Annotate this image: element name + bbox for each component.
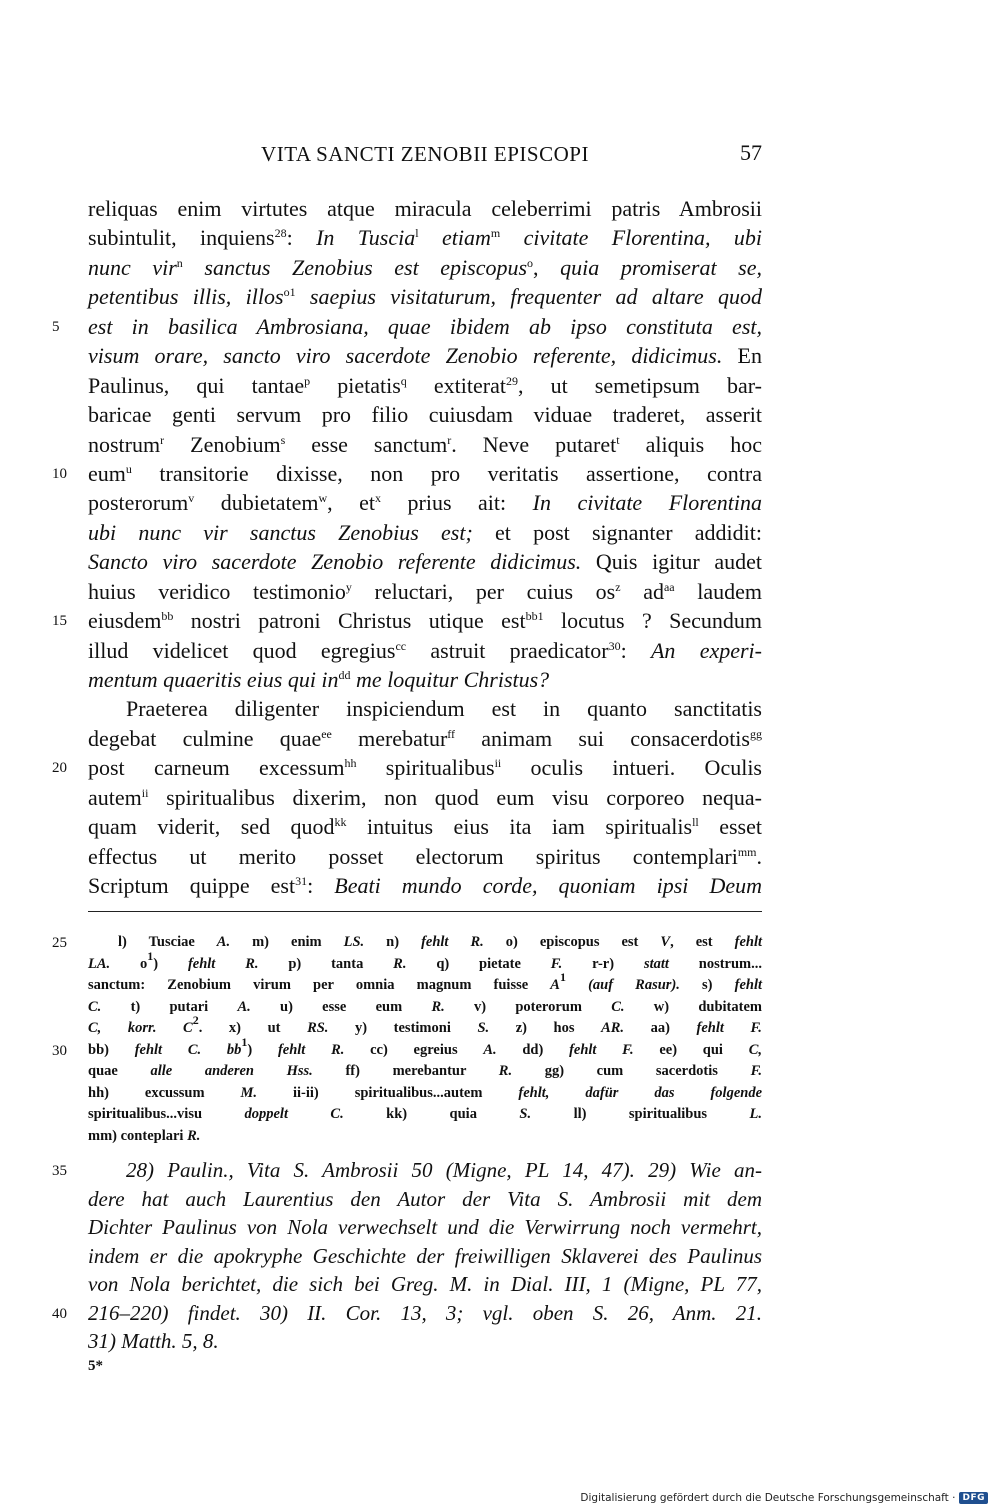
apparatus-line: LA. $o^1$) fehlt R. p) tanta R. q) pietate F. r-r) statt nostrum... bbox=[88, 948, 763, 972]
text-line: 10 eum$^u$ transitorie dixisse, non pro veritatis assertione, contra bbox=[88, 459, 762, 488]
apparatus-line: C, korr. $C^2$. x) ut RS. y) testimoni S. z) hos AR. aa) fehlt F. bbox=[88, 1013, 762, 1036]
apparatus-line: 30 bb) fehlt C. $bb^1$) fehlt R. cc) egreius A. dd) fehlt F. ee) qui C, bbox=[88, 1040, 762, 1062]
footnote-rule bbox=[88, 911, 762, 912]
note-line: Dichter Paulinus von Nola verwechselt und die Verwirrung noch vermehrt, bbox=[88, 1215, 762, 1239]
page-header bbox=[88, 138, 762, 172]
note-line: von Nola berichtet, die sich bei Greg. M. in Dial. III, 1 (Migne, PL 77, bbox=[88, 1272, 762, 1296]
text-line: Paulinus, qui tantae$^p$ pietatis$^q$ extiterat$^{29}$, ut semetipsum bar- bbox=[88, 372, 762, 398]
text-line: nunc vir$^n$ sanctus Zenobius est episcopus$^o$, quia promiserat se, bbox=[88, 254, 763, 280]
text-line: ubi nunc vir sanctus Zenobius est; et post signanter addidit: bbox=[88, 519, 762, 545]
line-number: 15 bbox=[52, 613, 67, 630]
text-line: 15 eiusdem$^{bb}$ nostri patroni Christus utique est$^{bb1}$ locutus ? Secundum bbox=[88, 606, 762, 635]
line-number: 10 bbox=[52, 465, 67, 482]
running-title: VITA SANCTI ZENOBII EPISCOPI bbox=[261, 142, 589, 166]
text-line: degebat culmine quae$^{ee}$ merebatur$^{ff}$ animam sui consacerdotis$^{gg}$ bbox=[88, 725, 762, 751]
apparatus-line: hh) excussum M. ii-ii) spiritualibus...autem fehlt, dafür das folgende bbox=[88, 1084, 762, 1101]
apparatus-line: spiritualibus...visu doppelt C. kk) quia S. ll) spiritualibus L. bbox=[88, 1106, 762, 1122]
line-number: 20 bbox=[52, 760, 67, 777]
apparatus-line: 25 l) Tusciae A. m) enim LS. n) fehlt R. o) episcopus est V, est fehlt bbox=[88, 932, 762, 954]
main-text bbox=[52, 194, 763, 901]
text-line: baricae genti servum pro filio cuiusdam viduae traderet, asserit bbox=[88, 402, 762, 428]
note-line: 40 216–220) findet. 30) II. Cor. 13, 3; vgl. oben S. 26, Anm. 21. bbox=[88, 1299, 762, 1328]
text-line: posterorum$^v$ dubietatem$^w$, $et^x$ prius ait: In civitate Florentina bbox=[88, 490, 762, 516]
apparatus-line: sanctum: Zenobium virum per omnia magnum fuisse $A^1$ (auf Rasur). s) fehlt bbox=[88, 970, 762, 993]
text-line: Scriptum quippe est$^{31}$: Beati mundo corde, quoniam ipsi Deum bbox=[88, 873, 762, 899]
dfg-logo: DFG bbox=[959, 1492, 988, 1504]
digitization-footer bbox=[580, 1492, 988, 1504]
text-line: nostrum$^r$ Zenobium$^s$ esse sanctum$^r$. Neve putaret$^t$ aliquis hoc bbox=[88, 431, 763, 457]
text-line: effectus ut merito posset electorum spiritus contemplari$^{mm}$. bbox=[88, 843, 762, 869]
note-line: dere hat auch Laurentius den Autor der Vita S. Ambrosii mit dem bbox=[88, 1186, 762, 1211]
text-line: autem$^{ii}$ spiritualibus dixerim, non quod eum visu corporeo nequa- bbox=[88, 784, 762, 810]
note-line: 35 28) Paulin., Vita S. Ambrosii 50 (Migne, PL 14, 47). 29) Wie an- bbox=[88, 1156, 762, 1185]
text-line: petentibus illis, illos$^{o1}$ saepius visitaturum, frequenter ad altare quod bbox=[88, 284, 762, 310]
text-line: Sancto viro sacerdote Zenobio referente didicimus. Quis igitur audet bbox=[88, 549, 762, 575]
line-number: 25 bbox=[52, 935, 67, 951]
text-line: 20 post carneum excessum$^{hh}$ spiritualibus$^{ii}$ oculis intueri. Oculis bbox=[88, 753, 762, 782]
text-line: illud videlicet quod egregius$^{cc}$ astruit praedicator$^{30}$: An experi- bbox=[88, 637, 762, 663]
text-line: quam viderit, sed quod$^{kk}$ intuitus eius ita iam spiritualis$^{ll}$ esset bbox=[88, 814, 762, 840]
line-number: 5 bbox=[52, 318, 60, 335]
source-notes bbox=[52, 1156, 762, 1356]
page-number: 57 bbox=[740, 140, 762, 165]
line-number: 35 bbox=[52, 1163, 67, 1179]
text-line: mentum quaeritis eius qui $in^{dd}$ me loquitur Christus? bbox=[88, 667, 550, 692]
apparatus-line: quae alle anderen Hss. ff) merebantur R. gg) cum sacerdotis F. bbox=[88, 1063, 762, 1079]
text-line: subintulit, inquiens$^{28}$: In Tuscia$^l$ etiam$^m$ civitate Florentina, ubi bbox=[88, 225, 762, 251]
text-line: Praeterea diligenter inspiciendum est in quanto sanctitatis bbox=[126, 696, 762, 722]
line-number: 30 bbox=[52, 1042, 67, 1059]
text-line: 5 est in basilica Ambrosiana, quae ibidem ab ipso constituta est, bbox=[88, 312, 762, 341]
apparatus-line: C. t) putari A. u) esse eum R. v) poterorum C. w) dubitatem bbox=[88, 998, 762, 1015]
line-number: 40 bbox=[52, 1305, 67, 1322]
note-line: indem er die apokryphe Geschichte der freiwilligen Sklaverei des Paulinus bbox=[88, 1243, 762, 1268]
text-line: huius veridico testimonio$^y$ reluctari, per cuius $os^z$ $ad^{aa}$ laudem bbox=[88, 578, 762, 604]
critical-apparatus bbox=[52, 932, 763, 1147]
note-line: 31) Matth. 5, 8. bbox=[88, 1329, 219, 1353]
footer-text: Digitalisierung gefördert durch die Deutsche Forschungsgemeinschaft · bbox=[580, 1492, 956, 1504]
text-line: visum orare, sancto viro sacerdote Zenobio referente, didicimus. En bbox=[88, 343, 762, 369]
apparatus-line: mm) conteplari R. bbox=[88, 1127, 201, 1144]
text-line: reliquas enim virtutes atque miracula celeberrimi patris Ambrosii bbox=[88, 196, 762, 221]
signature-mark: 5* bbox=[88, 1358, 103, 1374]
